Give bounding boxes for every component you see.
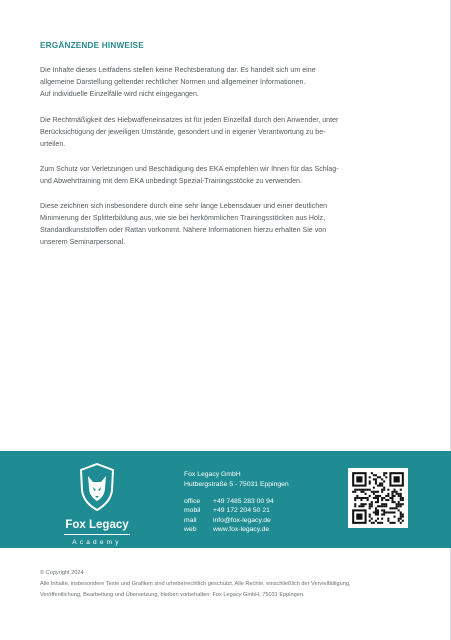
paragraph-line: Zum Schutz vor Verletzungen und Beschädigung des EKA empfehlen wir Ihnen für das Schlag- [40,165,339,173]
paragraph-line: urteilen. [40,140,66,148]
contact-value: +49 7485 283 00 94 [213,498,274,505]
contact-value-email-link[interactable]: info@fox-legacy.de [213,516,271,524]
copyright-line: Veröffentlichung, Bearbeitung und Übersetzung, bleiben vorbehalten: Fox Legacy GmbH, 75031 Eppingen. [40,592,305,598]
paragraph-lawfulness [40,114,412,150]
paragraph-line: unserem Seminarpersonal. [40,238,126,246]
contact-row-mail [184,516,274,525]
paragraph-line: Auf individuelle Einzelfälle wird nicht eingegangen. [40,90,199,98]
logo-subtitle: Academy [72,539,122,546]
company-logo [54,463,140,546]
contact-value: +49 172 204 50 21 [213,507,270,515]
contact-row-office [184,497,274,506]
copyright-line: Alle Inhalte, insbesondere Texte und Grafiken sind urheberrechtlich geschützt. Alle Rechte, einschließlich der Vervielfältigung, [40,581,351,587]
contact-label: web [184,525,197,533]
company-name: Fox Legacy GmbH [184,471,241,478]
logo-divider [64,534,130,535]
footer-band [0,451,451,548]
section-heading: ERGÄNZENDE HINWEISE [40,41,144,50]
paragraph-line: Die Rechtmäßigkeit des Hiebwaffeneinsatzes ist für jeden Einzelfall durch den Anwender, unter [40,116,339,124]
contact-label: mobil [184,507,201,515]
fox-shield-icon [79,463,115,511]
qr-code-icon [348,468,408,528]
logo-name: Fox Legacy [65,519,129,531]
paragraph-legal-notice [40,64,412,100]
paragraph-line: Die Inhalte dieses Leitfadens stellen keine Rechtsberatung dar. Es handelt sich um eine [40,66,316,74]
paragraph-line: Diese zeichnen sich insbesondere durch eine sehr lange Lebensdauer und einer deutlichen [40,202,328,210]
copyright-line: © Copyright 2024 [40,570,84,576]
contact-label: office [184,498,201,505]
paragraph-line: Standardkunststoffen oder Rattan vorkommt. Nähere Informationen hierzu erhalten Sie von [40,226,327,234]
paragraph-line: und Abwehrtraining mit dem EKA unbedingt Spezial-Trainingsstöcke zu verwenden. [40,177,302,185]
company-address: Hutbergstraße 5 - 75031 Eppingen [184,481,289,488]
paragraph-line: allgemeine Darstellung geltender rechtlicher Normen und allgemeiner Informationen. [40,78,306,86]
contact-row-mobil [184,506,274,515]
paragraph-line: Minimierung der Splitterbildung aus, wie sie bei herkömmlichen Trainingsstöcken aus Holz, [40,214,326,222]
contact-list [184,497,274,534]
paragraph-line: Berücksichtigung der jeweiligen Umstände, gesondert und in eigener Verantwortung zu be- [40,128,326,136]
copyright-notice [40,568,351,601]
paragraph-training-sticks [40,163,412,187]
qr-code[interactable] [348,468,408,528]
company-info [184,470,289,490]
contact-row-web [184,525,274,534]
contact-label: mail [184,516,197,524]
paragraph-durability [40,200,412,248]
contact-value-web-link[interactable]: www.fox-legacy.de [213,525,270,533]
